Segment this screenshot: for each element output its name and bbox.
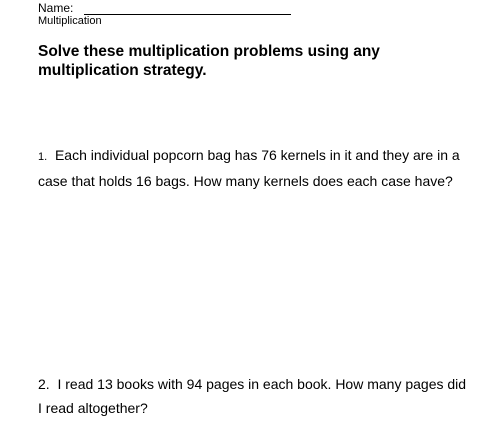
problem-1 (38, 143, 468, 193)
problem-2-text: I read 13 books with 94 pages in each book. How many pages did I read altogether? (38, 376, 467, 416)
worksheet-subtitle: Multiplication (38, 15, 102, 27)
name-label: Name: (38, 1, 74, 15)
problem-1-text: Each individual popcorn bag has 76 kernels in it and they are in a case that holds 16 bags. How many kernels does each case have? (38, 147, 460, 189)
problem-2 (38, 372, 468, 420)
problem-1-number: 1. (38, 151, 48, 163)
name-field[interactable] (38, 1, 291, 15)
instructions-text: Solve these multiplication problems using any multiplication strategy. (38, 43, 380, 79)
problem-2-number: 2. (38, 376, 50, 392)
name-blank-line[interactable] (84, 2, 291, 15)
